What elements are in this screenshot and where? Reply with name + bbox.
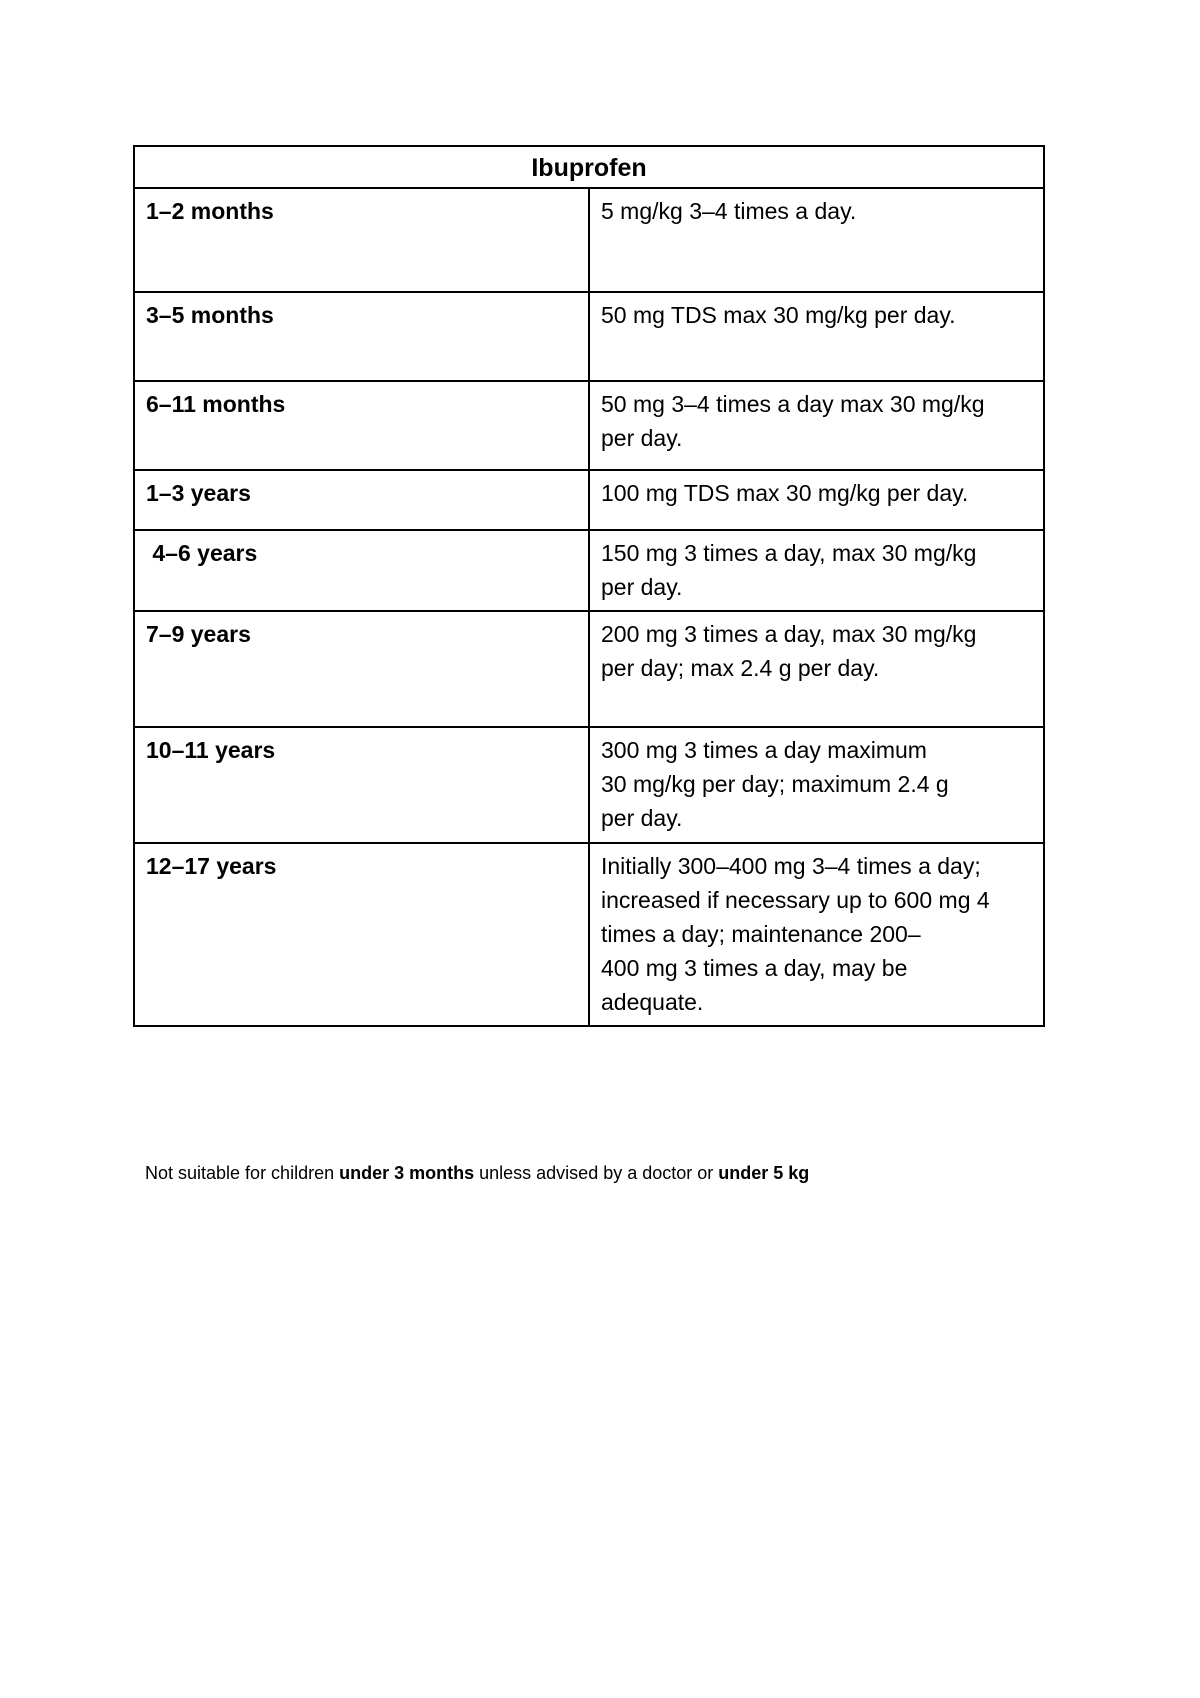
dose-cell: 300 mg 3 times a day maximum 30 mg/kg per day; maximum 2.4 g per day. [589, 727, 1044, 843]
dose-cell: 200 mg 3 times a day, max 30 mg/kg per day; max 2.4 g per day. [589, 611, 1044, 727]
age-range-cell: 6–11 months [134, 381, 589, 470]
table-row [134, 530, 1044, 611]
table-row [134, 611, 1044, 727]
ibuprofen-dosage-table [133, 145, 1045, 1027]
age-range-cell: 3–5 months [134, 292, 589, 381]
table-row [134, 381, 1044, 470]
age-range-cell: 12–17 years [134, 843, 589, 1026]
table-row [134, 188, 1044, 292]
age-range-cell: 10–11 years [134, 727, 589, 843]
dose-cell: 150 mg 3 times a day, max 30 mg/kg per day. [589, 530, 1044, 611]
footnote-weight-warning: under 5 kg [718, 1163, 810, 1183]
table-title: Ibuprofen [134, 146, 1044, 188]
dose-cell: 50 mg TDS max 30 mg/kg per day. [589, 292, 1044, 381]
age-range-cell: 1–2 months [134, 188, 589, 292]
dose-cell: 50 mg 3–4 times a day max 30 mg/kg per day. [589, 381, 1044, 470]
footnote-text: unless advised by a doctor or [474, 1163, 719, 1183]
age-range-cell: 1–3 years [134, 470, 589, 530]
footnote [145, 1161, 809, 1185]
age-range-cell: 7–9 years [134, 611, 589, 727]
table-row [134, 292, 1044, 381]
table-row [134, 727, 1044, 843]
dose-cell: 5 mg/kg 3–4 times a day. [589, 188, 1044, 292]
footnote-age-warning: under 3 months [339, 1163, 475, 1183]
table-row [134, 470, 1044, 530]
age-range-cell: 4–6 years [134, 530, 589, 611]
dose-cell: 100 mg TDS max 30 mg/kg per day. [589, 470, 1044, 530]
dose-cell: Initially 300–400 mg 3–4 times a day; increased if necessary up to 600 mg 4 times a day; maintenance 200– 400 mg 3 times a day, may be adequate. [589, 843, 1044, 1026]
table-row [134, 843, 1044, 1026]
footnote-text: Not suitable for children [145, 1163, 340, 1183]
table-header-row [134, 146, 1044, 188]
